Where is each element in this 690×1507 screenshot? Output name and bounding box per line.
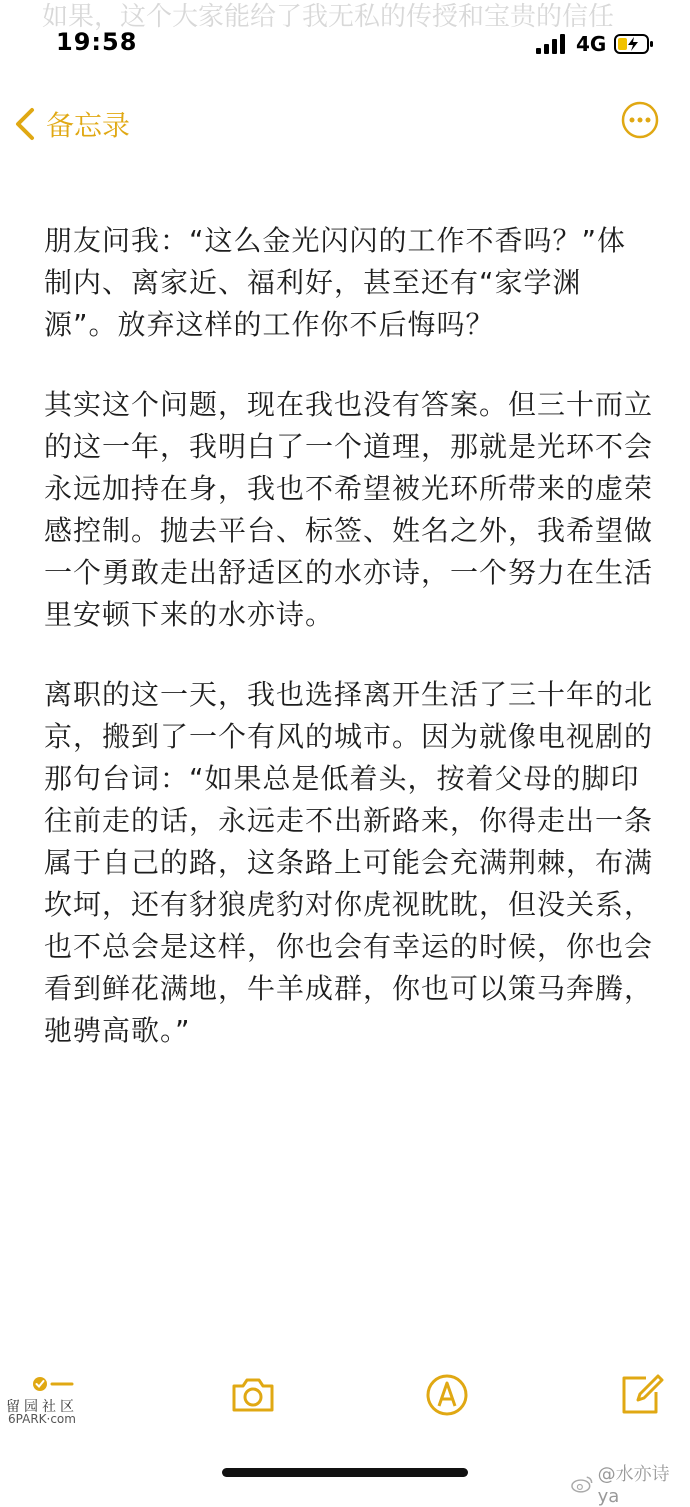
status-time: 19:58 — [56, 28, 138, 56]
status-bar — [0, 0, 690, 90]
note-content[interactable] — [44, 220, 654, 1090]
back-button[interactable] — [14, 102, 130, 146]
note-paragraph: 离职的这一天，我也选择离开生活了三十年的北京，搬到了一个有风的城市。因为就像电视剧的那句台词：“如果总是低着头，按着父母的脚印往前走的话，永远走不出新路来，你得走出一条属于自己的路，这条路上可能会充满荆棘，布满坎坷，还有豺狼虎豹对你虎视眈眈，但没关系，也不总会是这样，你也会有幸运的时候，你也会看到鲜花满地，牛羊成群，你也可以策马奔腾，驰骋高歌。” — [44, 678, 654, 1047]
more-icon[interactable] — [620, 100, 660, 140]
bottom-toolbar — [0, 1370, 690, 1430]
site-watermark-brand: 留园社区 — [6, 1399, 78, 1415]
note-paragraph: 其实这个问题，现在我也没有答案。但三十而立的这一年，我明白了一个道理，那就是光环不会永远加持在身，我也不希望被光环所带来的虚荣感控制。抛去平台、标签、姓名之外，我希望做一个勇敢走出舒适区的水亦诗，一个努力在生活里安顿下来的水亦诗。 — [44, 388, 654, 631]
background-ghost-text: 如果，这个大家能给了我无私的传授和宝贵的信任 — [42, 2, 615, 32]
markup-icon[interactable] — [422, 1370, 472, 1420]
back-button-label: 备忘录 — [46, 109, 131, 142]
note-paragraph: 朋友问我：“这么金光闪闪的工作不香吗？”体制内、离家近、福利好，甚至还有“家学渊源”。放弃这样的工作你不后悔吗？ — [44, 224, 627, 341]
network-type: 4G — [576, 32, 607, 56]
chevron-left-icon — [14, 107, 36, 141]
navigation-bar — [0, 96, 690, 156]
compose-icon[interactable] — [616, 1370, 666, 1420]
weibo-icon — [570, 1475, 594, 1493]
battery-charging-icon — [614, 34, 654, 54]
site-watermark-domain: 6PARK·com — [8, 1412, 76, 1426]
weibo-handle: @水亦诗ya — [597, 1464, 670, 1507]
camera-icon[interactable] — [228, 1370, 278, 1420]
signal-icon — [536, 34, 568, 54]
weibo-watermark — [570, 1460, 690, 1507]
home-indicator[interactable] — [222, 1468, 468, 1477]
